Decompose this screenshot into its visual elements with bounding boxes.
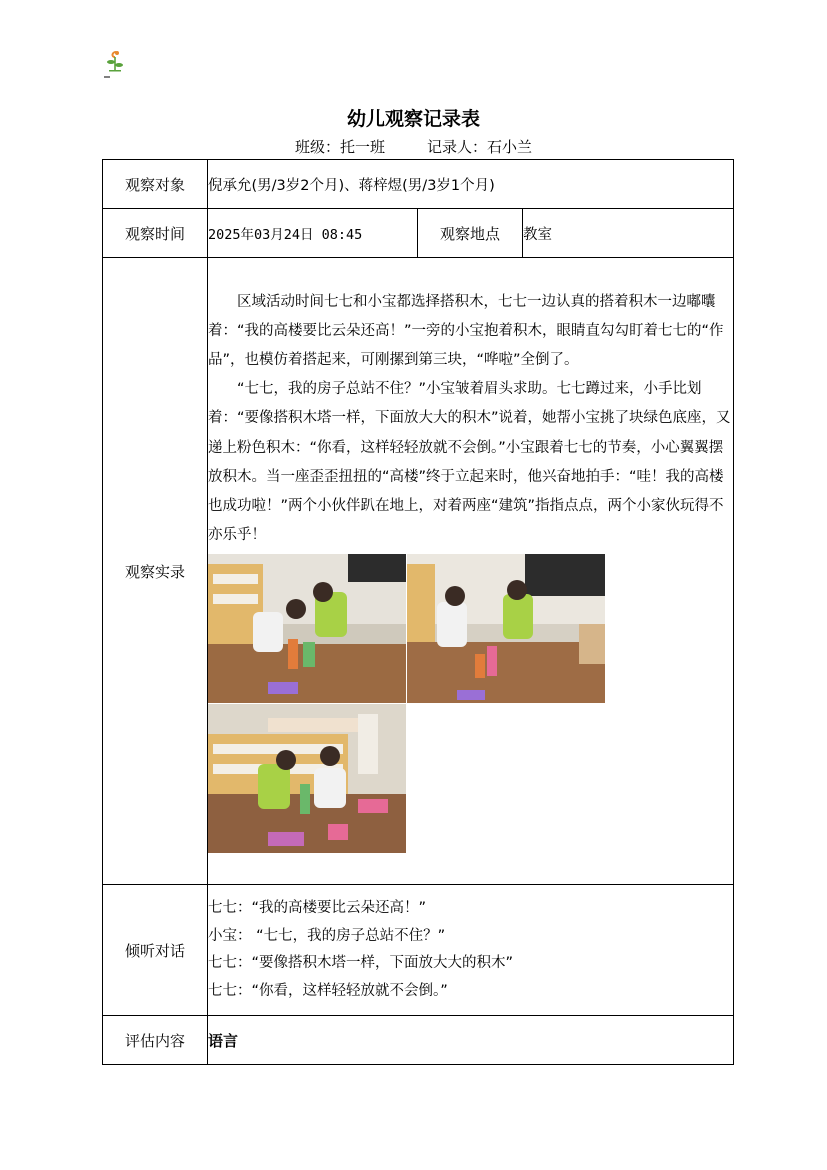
dialogue-label: 倾听对话	[103, 885, 208, 1016]
dialogue-line: 七七：“要像搭积木塔一样，下面放大大的积木”	[208, 955, 514, 971]
target-label: 观察对象	[103, 160, 208, 209]
time-value: 2025年03月24日 08:45	[208, 209, 418, 258]
observation-table	[102, 159, 734, 1065]
time-label: 观察时间	[103, 209, 208, 258]
record-label: 观察实录	[103, 258, 208, 885]
dialogue-line: 小宝： “七七，我的房子总站不住？”	[208, 927, 446, 944]
document-subtitle	[0, 136, 827, 157]
class-label: 班级：托一班	[294, 138, 385, 156]
photo-grid	[208, 554, 608, 854]
record-paragraph: “七七，我的房子总站不住？”小宝皱着眉头求助。七七蹲过来，小手比划着：“要像搭积木塔一样，下面放大大的积木”说着，她帮小宝挑了块绿色底座，又递上粉色积木：“你看，这样轻轻放就不会倒。”小宝跟着七七的节奏，小心翼翼摆放积木。当一座歪歪扭扭的“高楼”终于立起来时，他兴奋地拍手：“哇！我的高楼也成功啦！”两个小伙伴趴在地上，对着两座“建筑”指指点点，两个小家伙玩得不亦乐乎！	[208, 381, 731, 544]
observation-photo	[407, 554, 605, 703]
record-paragraph: 区域活动时间七七和小宝都选择搭积木，七七一边认真的搭着积木一边嘟囔着：“我的高楼要比云朵还高！”一旁的小宝抱着积木，眼睛直勾勾盯着七七的“作品”，也模仿着搭起来，可刚摞到第三块，“哗啦”全倒了。	[208, 293, 724, 368]
row-time	[103, 209, 734, 258]
kindergarten-logo-icon	[104, 48, 126, 78]
recorder-label: 记录人：石小兰	[427, 138, 533, 156]
document-title: 幼儿观察记录表	[346, 108, 480, 130]
place-label: 观察地点	[418, 209, 523, 258]
row-assessment	[103, 1016, 734, 1065]
place-value: 教室	[523, 209, 734, 258]
dialogue-content	[208, 885, 734, 1016]
record-content	[208, 258, 734, 885]
row-dialogue	[103, 885, 734, 1016]
dialogue-line: 七七：“你看，这样轻轻放就不会倒。”	[208, 982, 448, 999]
target-value: 倪承允(男/3岁2个月)、蒋梓煜(男/3岁1个月)	[208, 160, 734, 209]
assessment-label: 评估内容	[103, 1016, 208, 1065]
assessment-value: 语言	[208, 1016, 734, 1065]
row-target	[103, 160, 734, 209]
row-record	[103, 258, 734, 885]
observation-photo	[208, 704, 406, 853]
observation-photo	[208, 554, 406, 703]
dialogue-line: 七七：“我的高楼要比云朵还高！”	[208, 900, 427, 916]
